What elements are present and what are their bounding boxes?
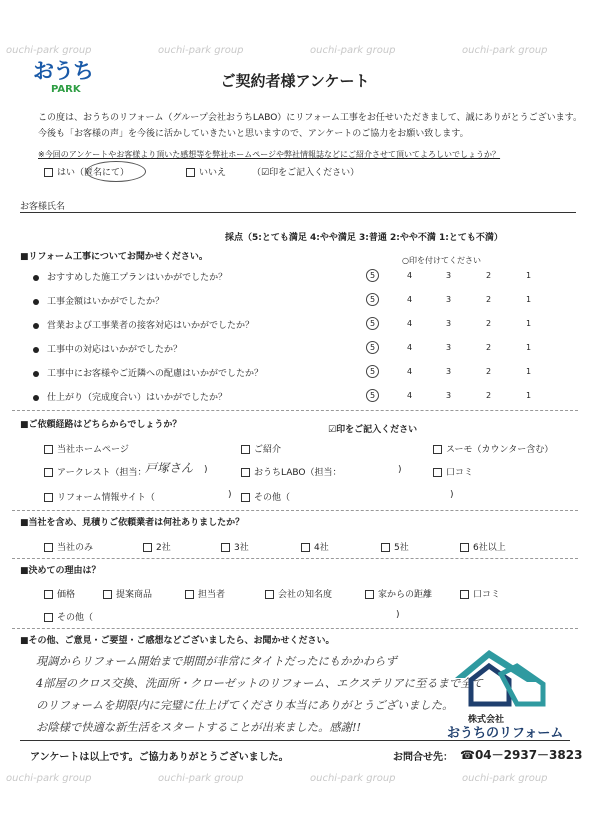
house-logo-icon (447, 644, 557, 708)
comment-line: お陰様で快適な新生活をスタートすることが出来ました。感謝!! (36, 721, 362, 734)
rating-score-3[interactable]: 3 (446, 343, 452, 352)
estimate-option[interactable] (381, 540, 409, 553)
close-paren: ) (204, 465, 208, 475)
option-label: ご紹介 (254, 445, 282, 455)
bullet-icon (33, 395, 39, 401)
estimate-option[interactable] (221, 540, 249, 553)
logo-subtext: PARK (51, 84, 81, 95)
option-label: その他（ (254, 493, 291, 503)
checkbox-checked-icon[interactable] (44, 468, 53, 477)
section-heading: ■リフォーム工事についてお聞かせください。 (20, 252, 208, 262)
option-label: 口コミ (473, 590, 501, 600)
watermark: ouchi-park group (310, 773, 396, 784)
divider (12, 558, 578, 559)
intro-line: 今後も「お客様の声」を今後に活かしていきたいと思いますので、アンケートのご協力をお願い致します。 (38, 129, 469, 139)
divider (12, 628, 578, 629)
rating-instruction: ○印を付けてください (402, 256, 481, 265)
option-label: 3社 (234, 543, 249, 553)
rating-score-1[interactable]: 1 (526, 391, 532, 400)
route-option[interactable] (44, 465, 146, 478)
reason-option[interactable] (365, 587, 432, 600)
rating-score-1[interactable]: 1 (526, 295, 532, 304)
rating-score-2[interactable]: 2 (486, 343, 492, 352)
option-label: 2社 (156, 543, 171, 553)
rating-score-2[interactable]: 2 (486, 295, 492, 304)
option-label: スーモ（カウンター含む） (446, 445, 554, 455)
option-label: 提案商品 (116, 590, 153, 600)
checkbox-checked-icon[interactable] (44, 590, 53, 599)
option-label: 当社のみ (57, 543, 94, 553)
rating-score-4[interactable]: 4 (407, 295, 413, 304)
checkbox-icon[interactable] (221, 543, 230, 552)
section-heading: ■その他、ご意見・ご要望・ご感想などございましたら、お聞かせください。 (20, 636, 335, 646)
section-heading: ■決めての理由は？ (20, 566, 101, 576)
handwritten-staff: 戸塚さん (145, 461, 194, 475)
rating-question-text: 営業および工事業者の接客対応はいかがでしたか？ (47, 321, 255, 331)
option-label: アークレスト（担当： (57, 468, 147, 478)
watermark: ouchi-park group (6, 45, 92, 56)
selected-circle-icon (366, 389, 379, 402)
checkbox-icon[interactable] (460, 543, 469, 552)
reason-option[interactable] (460, 587, 500, 600)
option-label: 会社の知名度 (278, 590, 333, 600)
consent-question: ※今回のアンケートやお客様より頂いた感想等を弊社ホームページや弊社情報誌などにご紹介させて頂いてよろしいでしょうか？ (38, 150, 501, 159)
selected-circle-icon (366, 317, 379, 330)
close-paren: ) (396, 610, 400, 620)
rating-score-3[interactable]: 3 (446, 295, 452, 304)
checkbox-checked-icon[interactable] (44, 543, 53, 552)
bullet-icon (33, 323, 39, 329)
option-label: 口コミ (446, 468, 474, 478)
rating-question-text: おすすめした施工プランはいかがでしたか？ (47, 273, 228, 283)
route-option[interactable] (241, 490, 290, 503)
comment-line: 4部屋のクロス交換、洗面所・クローゼットのリフォーム、エクステリアに至るまで全て (36, 677, 483, 690)
rating-question (33, 270, 227, 283)
watermark: ouchi-park group (310, 45, 396, 56)
rating-question-text: 工事中にお客様やご近隣への配慮はいかがでしたか？ (47, 369, 264, 379)
bullet-icon (33, 371, 39, 377)
handwritten-comment (36, 651, 483, 739)
rating-score-2[interactable]: 2 (486, 271, 492, 280)
company-type: 株式会社 (468, 715, 505, 725)
checkbox-icon[interactable] (365, 590, 374, 599)
close-paren: ) (228, 490, 232, 500)
checkbox-checked-icon[interactable] (44, 168, 53, 177)
close-paren: ) (398, 465, 402, 475)
divider (12, 510, 578, 511)
checkbox-icon[interactable] (265, 590, 274, 599)
rating-score-4[interactable]: 4 (407, 271, 413, 280)
reason-option[interactable] (103, 587, 152, 600)
divider (20, 212, 576, 213)
route-option[interactable] (433, 465, 473, 478)
checkbox-icon[interactable] (44, 493, 53, 502)
rating-score-1[interactable]: 1 (526, 319, 532, 328)
route-option[interactable] (433, 442, 553, 455)
rating-score-3[interactable]: 3 (446, 367, 452, 376)
route-option[interactable] (241, 465, 341, 478)
bullet-icon (33, 275, 39, 281)
rating-score-2[interactable]: 2 (486, 367, 492, 376)
rating-question (33, 342, 182, 355)
option-label: 家からの距離 (378, 590, 433, 600)
rating-question-text: 工事金額はいかがでしたか？ (47, 297, 165, 307)
watermark: ouchi-park group (462, 45, 548, 56)
consent-no[interactable] (186, 165, 226, 178)
checkbox-icon[interactable] (460, 590, 469, 599)
logo-text: おうち (33, 59, 93, 83)
rating-score-4[interactable]: 4 (407, 367, 413, 376)
rating-question-text: 仕上がり（完成度合い）はいかがでしたか？ (47, 393, 228, 403)
comment-line: 現調からリフォーム開始まで期間が非常にタイトだったにもかかわらず (36, 655, 397, 668)
checkbox-icon[interactable] (103, 590, 112, 599)
watermark: ouchi-park group (6, 773, 92, 784)
handwritten-circle (86, 161, 146, 182)
comment-line: のリフォームを期限内に完璧に仕上げてくださり本当にありがとうございました。 (36, 699, 454, 712)
option-label: リフォーム情報サイト（ (57, 493, 155, 503)
rating-score-3[interactable]: 3 (446, 271, 452, 280)
intro-line: この度は、おうちのリフォーム（グループ会社おうちLABO）にリフォーム工事をお任せいただきまして、誠にありがとうございます。 (38, 113, 582, 123)
checkbox-checked-icon[interactable] (185, 590, 194, 599)
route-option[interactable] (44, 490, 155, 503)
reason-option[interactable] (265, 587, 332, 600)
selected-circle-icon (366, 341, 379, 354)
selected-circle-icon (366, 365, 379, 378)
reason-option[interactable] (44, 587, 75, 600)
estimate-option[interactable] (460, 540, 506, 553)
consent-note: （☑印をご記入ください） (252, 168, 360, 178)
rating-legend: 採点（5:とても満足 4:やや満足 3:普通 2:やや不満 1:とても不満） (225, 233, 503, 243)
rating-question (33, 390, 227, 403)
close-paren: ) (450, 490, 454, 500)
rating-question (33, 294, 164, 307)
estimate-option[interactable] (143, 540, 171, 553)
checkbox-icon[interactable] (241, 468, 250, 477)
closing-text: アンケートは以上です。ご協力ありがとうございました。 (30, 752, 289, 763)
customer-label: お客様氏名 (20, 202, 66, 212)
checkbox-icon[interactable] (143, 543, 152, 552)
checkbox-icon[interactable] (186, 168, 195, 177)
option-label: 価格 (57, 590, 76, 600)
company-name: おうちのリフォーム (447, 726, 564, 741)
rating-score-5[interactable]: 5 (370, 319, 376, 328)
option-label: おうちLABO（担当： (254, 468, 342, 478)
route-option[interactable] (44, 442, 129, 455)
rating-score-5[interactable]: 5 (370, 295, 376, 304)
rating-score-4[interactable]: 4 (407, 319, 413, 328)
bullet-icon (33, 299, 39, 305)
consent-no-label: いいえ (199, 168, 227, 178)
watermark: ouchi-park group (158, 45, 244, 56)
rating-score-5[interactable]: 5 (370, 391, 376, 400)
rating-score-1[interactable]: 1 (526, 343, 532, 352)
route-note: ☑印をご記入ください (328, 425, 418, 435)
rating-score-5[interactable]: 5 (370, 271, 376, 280)
selected-circle-icon (366, 269, 379, 282)
rating-score-2[interactable]: 2 (486, 319, 492, 328)
rating-score-2[interactable]: 2 (486, 391, 492, 400)
consent-yes-label: はい（匿名にて） (57, 168, 130, 178)
rating-score-3[interactable]: 3 (446, 319, 452, 328)
checkbox-icon[interactable] (381, 543, 390, 552)
checkbox-icon[interactable] (433, 468, 442, 477)
rating-score-1[interactable]: 1 (526, 271, 532, 280)
checkbox-icon[interactable] (433, 445, 442, 454)
option-label: 当社ホームページ (57, 445, 129, 455)
rating-question (33, 318, 254, 331)
section-heading: ■当社を含め、見積りご依頼業者は何社ありましたか？ (20, 518, 245, 528)
page-title: ご契約者様アンケート (220, 72, 370, 90)
checkbox-icon[interactable] (241, 493, 250, 502)
option-label: 4社 (314, 543, 329, 553)
watermark: ouchi-park group (462, 773, 548, 784)
option-label: その他（ (57, 613, 94, 623)
estimate-option[interactable] (44, 540, 93, 553)
divider (12, 410, 578, 411)
route-option[interactable] (241, 442, 281, 455)
option-label: 5社 (394, 543, 409, 553)
contact-phone: ☎04－2937－3823 (460, 748, 583, 762)
checkbox-icon[interactable] (301, 543, 310, 552)
rating-score-5[interactable]: 5 (370, 367, 376, 376)
bullet-icon (33, 347, 39, 353)
option-label: 6社以上 (473, 543, 506, 553)
checkbox-icon[interactable] (241, 445, 250, 454)
divider (20, 740, 570, 741)
selected-circle-icon (366, 293, 379, 306)
estimate-option[interactable] (301, 540, 329, 553)
checkbox-icon[interactable] (44, 445, 53, 454)
rating-score-4[interactable]: 4 (407, 343, 413, 352)
rating-score-4[interactable]: 4 (407, 391, 413, 400)
rating-score-5[interactable]: 5 (370, 343, 376, 352)
rating-score-1[interactable]: 1 (526, 367, 532, 376)
watermark: ouchi-park group (158, 773, 244, 784)
contact-label: お問合せ先： (393, 752, 453, 763)
option-label: 担当者 (198, 590, 226, 600)
rating-question (33, 366, 263, 379)
section-heading: ■ご依頼経路はどちらからでしょうか？ (20, 420, 182, 430)
reason-option[interactable] (185, 587, 225, 600)
checkbox-icon[interactable] (44, 613, 53, 622)
reason-option[interactable] (44, 610, 93, 623)
rating-question-text: 工事中の対応はいかがでしたか？ (47, 345, 183, 355)
rating-score-3[interactable]: 3 (446, 391, 452, 400)
